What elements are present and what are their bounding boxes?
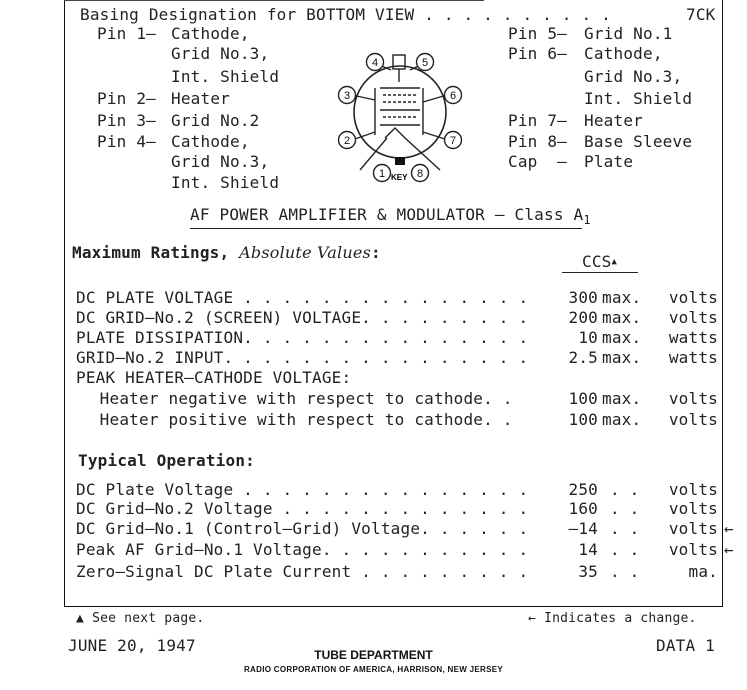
typ-row-value: 14 bbox=[578, 540, 598, 559]
pin-1-desc-c: Int. Shield bbox=[171, 67, 280, 86]
max-ratings-heading: Maximum Ratings, Absolute Values: bbox=[72, 243, 381, 262]
typ-row-unit: volts bbox=[668, 480, 718, 499]
max-row-qual: max. bbox=[602, 348, 642, 367]
pin-1-desc-b: Grid No.3, bbox=[171, 44, 270, 63]
max-row-value: 10 bbox=[578, 328, 598, 347]
footer-department: TUBE DEPARTMENT bbox=[314, 648, 433, 662]
pin-2-label: Pin 2– bbox=[97, 89, 157, 108]
typ-row-value: 250 bbox=[568, 480, 598, 499]
max-row-label: Heater positive with respect to cathode. . bbox=[80, 410, 513, 429]
pin-4-desc-c: Int. Shield bbox=[171, 173, 280, 192]
change-arrow-icon: ← bbox=[528, 611, 537, 626]
max-row-label: PLATE DISSIPATION. . . . . . . . . . . . . . . bbox=[76, 328, 529, 347]
pin-7-label: Pin 7– bbox=[508, 111, 568, 130]
max-row-value: 200 bbox=[568, 308, 598, 327]
max-row-label: DC GRID–No.2 (SCREEN) VOLTAGE. . . . . . . . . bbox=[76, 308, 529, 327]
max-row-unit: watts bbox=[668, 348, 718, 367]
max-row-label: DC PLATE VOLTAGE . . . . . . . . . . . . . . . bbox=[76, 288, 529, 307]
typ-row-unit: volts bbox=[668, 499, 718, 518]
cap-label: Cap – bbox=[508, 152, 567, 171]
section-title: AF POWER AMPLIFIER & MODULATOR – Class $A_1$ bbox=[190, 205, 591, 228]
max-row-qual: max. bbox=[602, 288, 642, 307]
typ-row-label: DC Grid–No.1 (Control–Grid) Voltage. . . . . . bbox=[76, 519, 529, 538]
typ-row-unit: ma. bbox=[688, 562, 718, 581]
pin-number-6: 6 bbox=[449, 90, 457, 102]
pin-4-desc-a: Cathode, bbox=[171, 132, 250, 151]
pin-1-label: Pin 1– bbox=[97, 24, 157, 43]
max-row-qual: max. bbox=[602, 328, 642, 347]
pin-8-desc: Base Sleeve bbox=[584, 132, 693, 151]
basing-code: 7CK bbox=[686, 5, 716, 24]
max-row-qual: max. bbox=[602, 389, 642, 408]
cap-desc: Plate bbox=[584, 152, 634, 171]
typ-row-value: 35 bbox=[578, 562, 598, 581]
electrode-structure bbox=[352, 55, 448, 170]
change-legend: ← Indicates a change. bbox=[528, 611, 697, 626]
typ-row-label: Zero–Signal DC Plate Current . . . . . . . . . bbox=[76, 562, 529, 581]
pin-3-label: Pin 3– bbox=[97, 111, 157, 130]
see-next-note: ▲ See next page. bbox=[76, 611, 205, 626]
pin-4-label: Pin 4– bbox=[97, 132, 157, 151]
max-row-label: Heater negative with respect to cathode. . bbox=[80, 389, 513, 408]
change-arrow-icon: ← bbox=[724, 519, 734, 538]
pin-number-1: 1 bbox=[378, 168, 386, 180]
envelope-circle bbox=[354, 66, 446, 158]
typ-row-qual: . . bbox=[610, 540, 640, 559]
max-row-value: 100 bbox=[568, 389, 598, 408]
typ-row-qual: . . bbox=[610, 480, 640, 499]
typ-row-unit: volts bbox=[668, 540, 718, 559]
pin-6-desc-b: Grid No.3, bbox=[584, 67, 683, 86]
ccs-column-header: CCS▲ bbox=[582, 252, 618, 271]
max-row-unit: volts bbox=[668, 410, 718, 429]
typ-row-value: –14 bbox=[568, 519, 598, 538]
change-arrow-icon: ← bbox=[724, 540, 734, 559]
max-row-value: 300 bbox=[568, 288, 598, 307]
max-row-label: PEAK HEATER–CATHODE VOLTAGE: bbox=[76, 368, 352, 387]
tube-base-diagram bbox=[325, 40, 475, 190]
footer-date: JUNE 20, 1947 bbox=[68, 636, 196, 655]
pin-number-4: 4 bbox=[371, 57, 379, 69]
max-row-qual: max. bbox=[602, 308, 642, 327]
pin-number-7: 7 bbox=[449, 135, 457, 147]
max-row-qual: max. bbox=[602, 410, 642, 429]
pin-6-desc-c: Int. Shield bbox=[584, 89, 693, 108]
pin-6-desc-a: Cathode, bbox=[584, 44, 663, 63]
pin-4-desc-b: Grid No.3, bbox=[171, 152, 270, 171]
triangle-icon: ▲ bbox=[76, 611, 85, 626]
max-row-value: 100 bbox=[568, 410, 598, 429]
section-title-underline bbox=[190, 228, 582, 229]
ccs-underline bbox=[562, 272, 638, 273]
pin-7-desc: Heater bbox=[584, 111, 643, 130]
pin-number-5: 5 bbox=[421, 57, 429, 69]
footer-data-label: DATA 1 bbox=[656, 636, 715, 655]
max-row-unit: volts bbox=[668, 288, 718, 307]
pin-3-desc: Grid No.2 bbox=[171, 111, 260, 130]
key-label: KEY bbox=[391, 173, 408, 182]
footer-company: RADIO CORPORATION OF AMERICA, HARRISON, NEW JERSEY bbox=[243, 665, 503, 674]
pin-number-3: 3 bbox=[343, 90, 351, 102]
basing-designation: Basing Designation for BOTTOM VIEW . . . . . . . . . . bbox=[80, 5, 611, 24]
pin-6-label: Pin 6– bbox=[508, 44, 568, 63]
pin-1-desc-a: Cathode, bbox=[171, 24, 250, 43]
typ-row-label: DC Plate Voltage . . . . . . . . . . . . . . . bbox=[76, 480, 529, 499]
typ-row-qual: . . bbox=[610, 562, 640, 581]
pin-number-2: 2 bbox=[343, 135, 351, 147]
typ-row-label: Peak AF Grid–No.1 Voltage. . . . . . . . . . . bbox=[76, 540, 529, 559]
pin-5-label: Pin 5– bbox=[508, 24, 568, 43]
max-row-unit: volts bbox=[668, 389, 718, 408]
cut-off-line bbox=[64, 0, 484, 1]
key-mark bbox=[395, 157, 405, 165]
pin-8-label: Pin 8– bbox=[508, 132, 568, 151]
typ-row-qual: . . bbox=[610, 519, 640, 538]
max-row-value: 2.5 bbox=[568, 348, 598, 367]
pin-2-desc: Heater bbox=[171, 89, 230, 108]
typ-row-label: DC Grid–No.2 Voltage . . . . . . . . . . . . . bbox=[76, 499, 529, 518]
max-row-label: GRID–No.2 INPUT. . . . . . . . . . . . . . . . bbox=[76, 348, 529, 367]
typ-row-qual: . . bbox=[610, 499, 640, 518]
pin-5-desc: Grid No.1 bbox=[584, 24, 673, 43]
typical-operation-heading: Typical Operation: bbox=[78, 451, 255, 470]
typ-row-unit: volts bbox=[668, 519, 718, 538]
typ-row-value: 160 bbox=[568, 499, 598, 518]
max-row-unit: watts bbox=[668, 328, 718, 347]
pin-number-8: 8 bbox=[416, 168, 424, 180]
max-row-unit: volts bbox=[668, 308, 718, 327]
